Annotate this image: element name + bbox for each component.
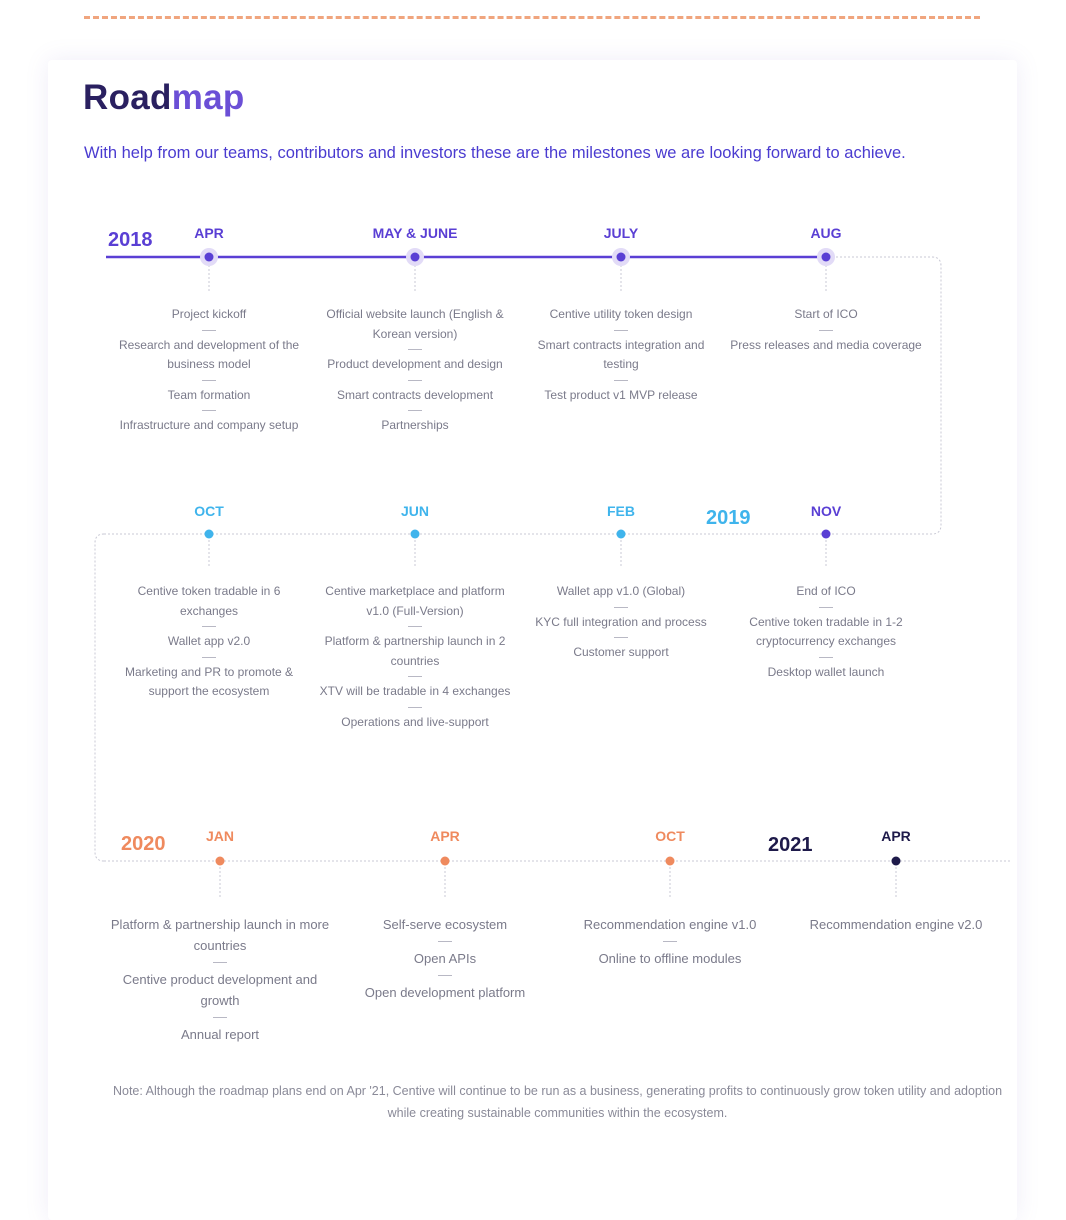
milestone-list-aug: [726, 305, 926, 355]
milestone-dot-2020-oct: [666, 857, 675, 866]
divider: [614, 330, 628, 331]
list-item: Start of ICO: [794, 307, 858, 321]
list-item: Annual report: [180, 1027, 260, 1042]
divider: [213, 1017, 227, 1018]
year-label-2020: 2020: [121, 833, 166, 855]
month-label-apr-2021: APR: [881, 828, 911, 844]
divider: [202, 626, 216, 627]
divider: [408, 349, 422, 350]
month-label-may-june: MAY & JUNE: [372, 225, 458, 241]
milestone-list-may-june: [315, 305, 515, 436]
list-item: Partnerships: [381, 418, 449, 432]
list-item: Press releases and media coverage: [730, 337, 922, 352]
list-item: Centive token tradable in 1-2 cryptocurrency exchanges: [749, 614, 903, 648]
title-part-1: Road: [83, 78, 172, 117]
divider: [819, 657, 833, 658]
month-label-feb: FEB: [607, 503, 635, 519]
list-item: Product development and design: [327, 357, 503, 371]
divider: [408, 707, 422, 708]
list-item: Recommendation engine v1.0: [583, 917, 757, 932]
divider: [614, 607, 628, 608]
list-item: Recommendation engine v2.0: [809, 917, 983, 932]
milestone-dot-2020-jan: [216, 857, 225, 866]
milestone-list-nov: [726, 582, 926, 682]
milestone-list-feb: [521, 582, 721, 663]
list-item: Wallet app v1.0 (Global): [556, 584, 686, 598]
timeline-connector-right: [828, 257, 941, 534]
list-item: Open APIs: [413, 951, 477, 966]
list-item: Platform & partnership launch in 2 countries: [324, 634, 506, 668]
list-item: Official website launch (English & Korean version): [326, 307, 504, 341]
list-item: Wallet app v2.0: [167, 634, 251, 648]
timeline-connector-left: [95, 534, 104, 861]
divider: [819, 330, 833, 331]
month-label-nov: NOV: [810, 503, 842, 519]
milestone-dot-oct: [205, 530, 214, 539]
page-subtitle: With help from our teams, contributors and investors these are the milestones we are looking forward to achieve.: [84, 144, 906, 162]
milestone-dot-2018-aug: [822, 253, 831, 262]
divider: [663, 941, 677, 942]
milestone-list-july: [521, 305, 721, 405]
list-item: Infrastructure and company setup: [119, 418, 299, 432]
divider: [438, 941, 452, 942]
month-label-jun: JUN: [400, 503, 429, 519]
divider: [614, 380, 628, 381]
divider: [213, 962, 227, 963]
list-item: Open development platform: [364, 985, 526, 1000]
year-label-2019: 2019: [706, 507, 751, 529]
month-label-oct: OCT: [194, 503, 224, 519]
divider: [202, 410, 216, 411]
milestone-list-apr-2020: [330, 914, 560, 1003]
divider: [408, 626, 422, 627]
list-item: Smart contracts integration and testing: [537, 337, 705, 371]
milestone-list-oct-2020: [555, 914, 785, 969]
list-item: Project kickoff: [171, 307, 247, 321]
divider: [202, 380, 216, 381]
milestone-list-jan: [105, 914, 335, 1045]
list-item: Marketing and PR to promote & support the ecosystem: [124, 664, 294, 698]
divider: [202, 330, 216, 331]
list-item: Online to offline modules: [598, 951, 742, 966]
list-item: Research and development of the business model: [118, 337, 300, 371]
list-item: Customer support: [573, 645, 669, 659]
title-part-2: map: [171, 78, 245, 117]
milestone-dot-2021-apr: [892, 857, 901, 866]
divider: [438, 975, 452, 976]
divider: [408, 380, 422, 381]
list-item: Smart contracts development: [336, 387, 494, 402]
list-item: Platform & partnership launch in more countries: [110, 917, 330, 953]
divider: [408, 676, 422, 677]
divider: [202, 657, 216, 658]
month-label-apr: APR: [194, 225, 224, 241]
milestone-list-oct: [109, 582, 309, 702]
month-label-apr-2020: APR: [430, 828, 460, 844]
list-item: KYC full integration and process: [535, 614, 707, 629]
milestone-dot-nov: [822, 530, 831, 539]
list-item: Centive marketplace and platform v1.0 (Full-Version): [325, 584, 505, 618]
milestone-dot-feb: [617, 530, 626, 539]
milestone-dot-2018-may-june: [411, 253, 420, 262]
list-item: Desktop wallet launch: [767, 664, 885, 679]
list-item: Operations and live-support: [341, 714, 489, 729]
list-item: Centive token tradable in 6 exchanges: [137, 584, 281, 618]
milestone-dot-2018-apr: [205, 253, 214, 262]
list-item: End of ICO: [796, 584, 856, 598]
divider: [408, 410, 422, 411]
milestone-dot-2018-july: [617, 253, 626, 262]
milestone-list-apr: [109, 305, 309, 436]
month-label-aug: AUG: [810, 225, 842, 241]
month-label-july: JULY: [603, 225, 639, 241]
list-item: Test product v1 MVP release: [544, 387, 698, 402]
milestone-dot-2020-apr: [441, 857, 450, 866]
list-item: Team formation: [167, 387, 251, 402]
list-item: Self-serve ecosystem: [382, 917, 508, 932]
year-label-2018: 2018: [108, 229, 153, 251]
roadmap-note: Note: Although the roadmap plans end on Apr '21, Centive will continue to be run as a business, generating profits to continuously grow token utility and adoption while creating sustainable communities within the ecosystem.: [112, 1084, 1003, 1120]
year-label-2021: 2021: [768, 834, 813, 856]
list-item: Centive utility token design: [549, 307, 693, 321]
list-item: XTV will be tradable in 4 exchanges: [319, 684, 511, 698]
milestone-list-apr-2021: [781, 914, 1011, 935]
list-item: Centive product development and growth: [122, 972, 318, 1008]
divider: [614, 637, 628, 638]
milestone-dot-jun: [411, 530, 420, 539]
divider: [819, 607, 833, 608]
month-label-oct-2020: OCT: [655, 828, 685, 844]
month-label-jan: JAN: [205, 828, 234, 844]
milestone-list-jun: [315, 582, 515, 732]
